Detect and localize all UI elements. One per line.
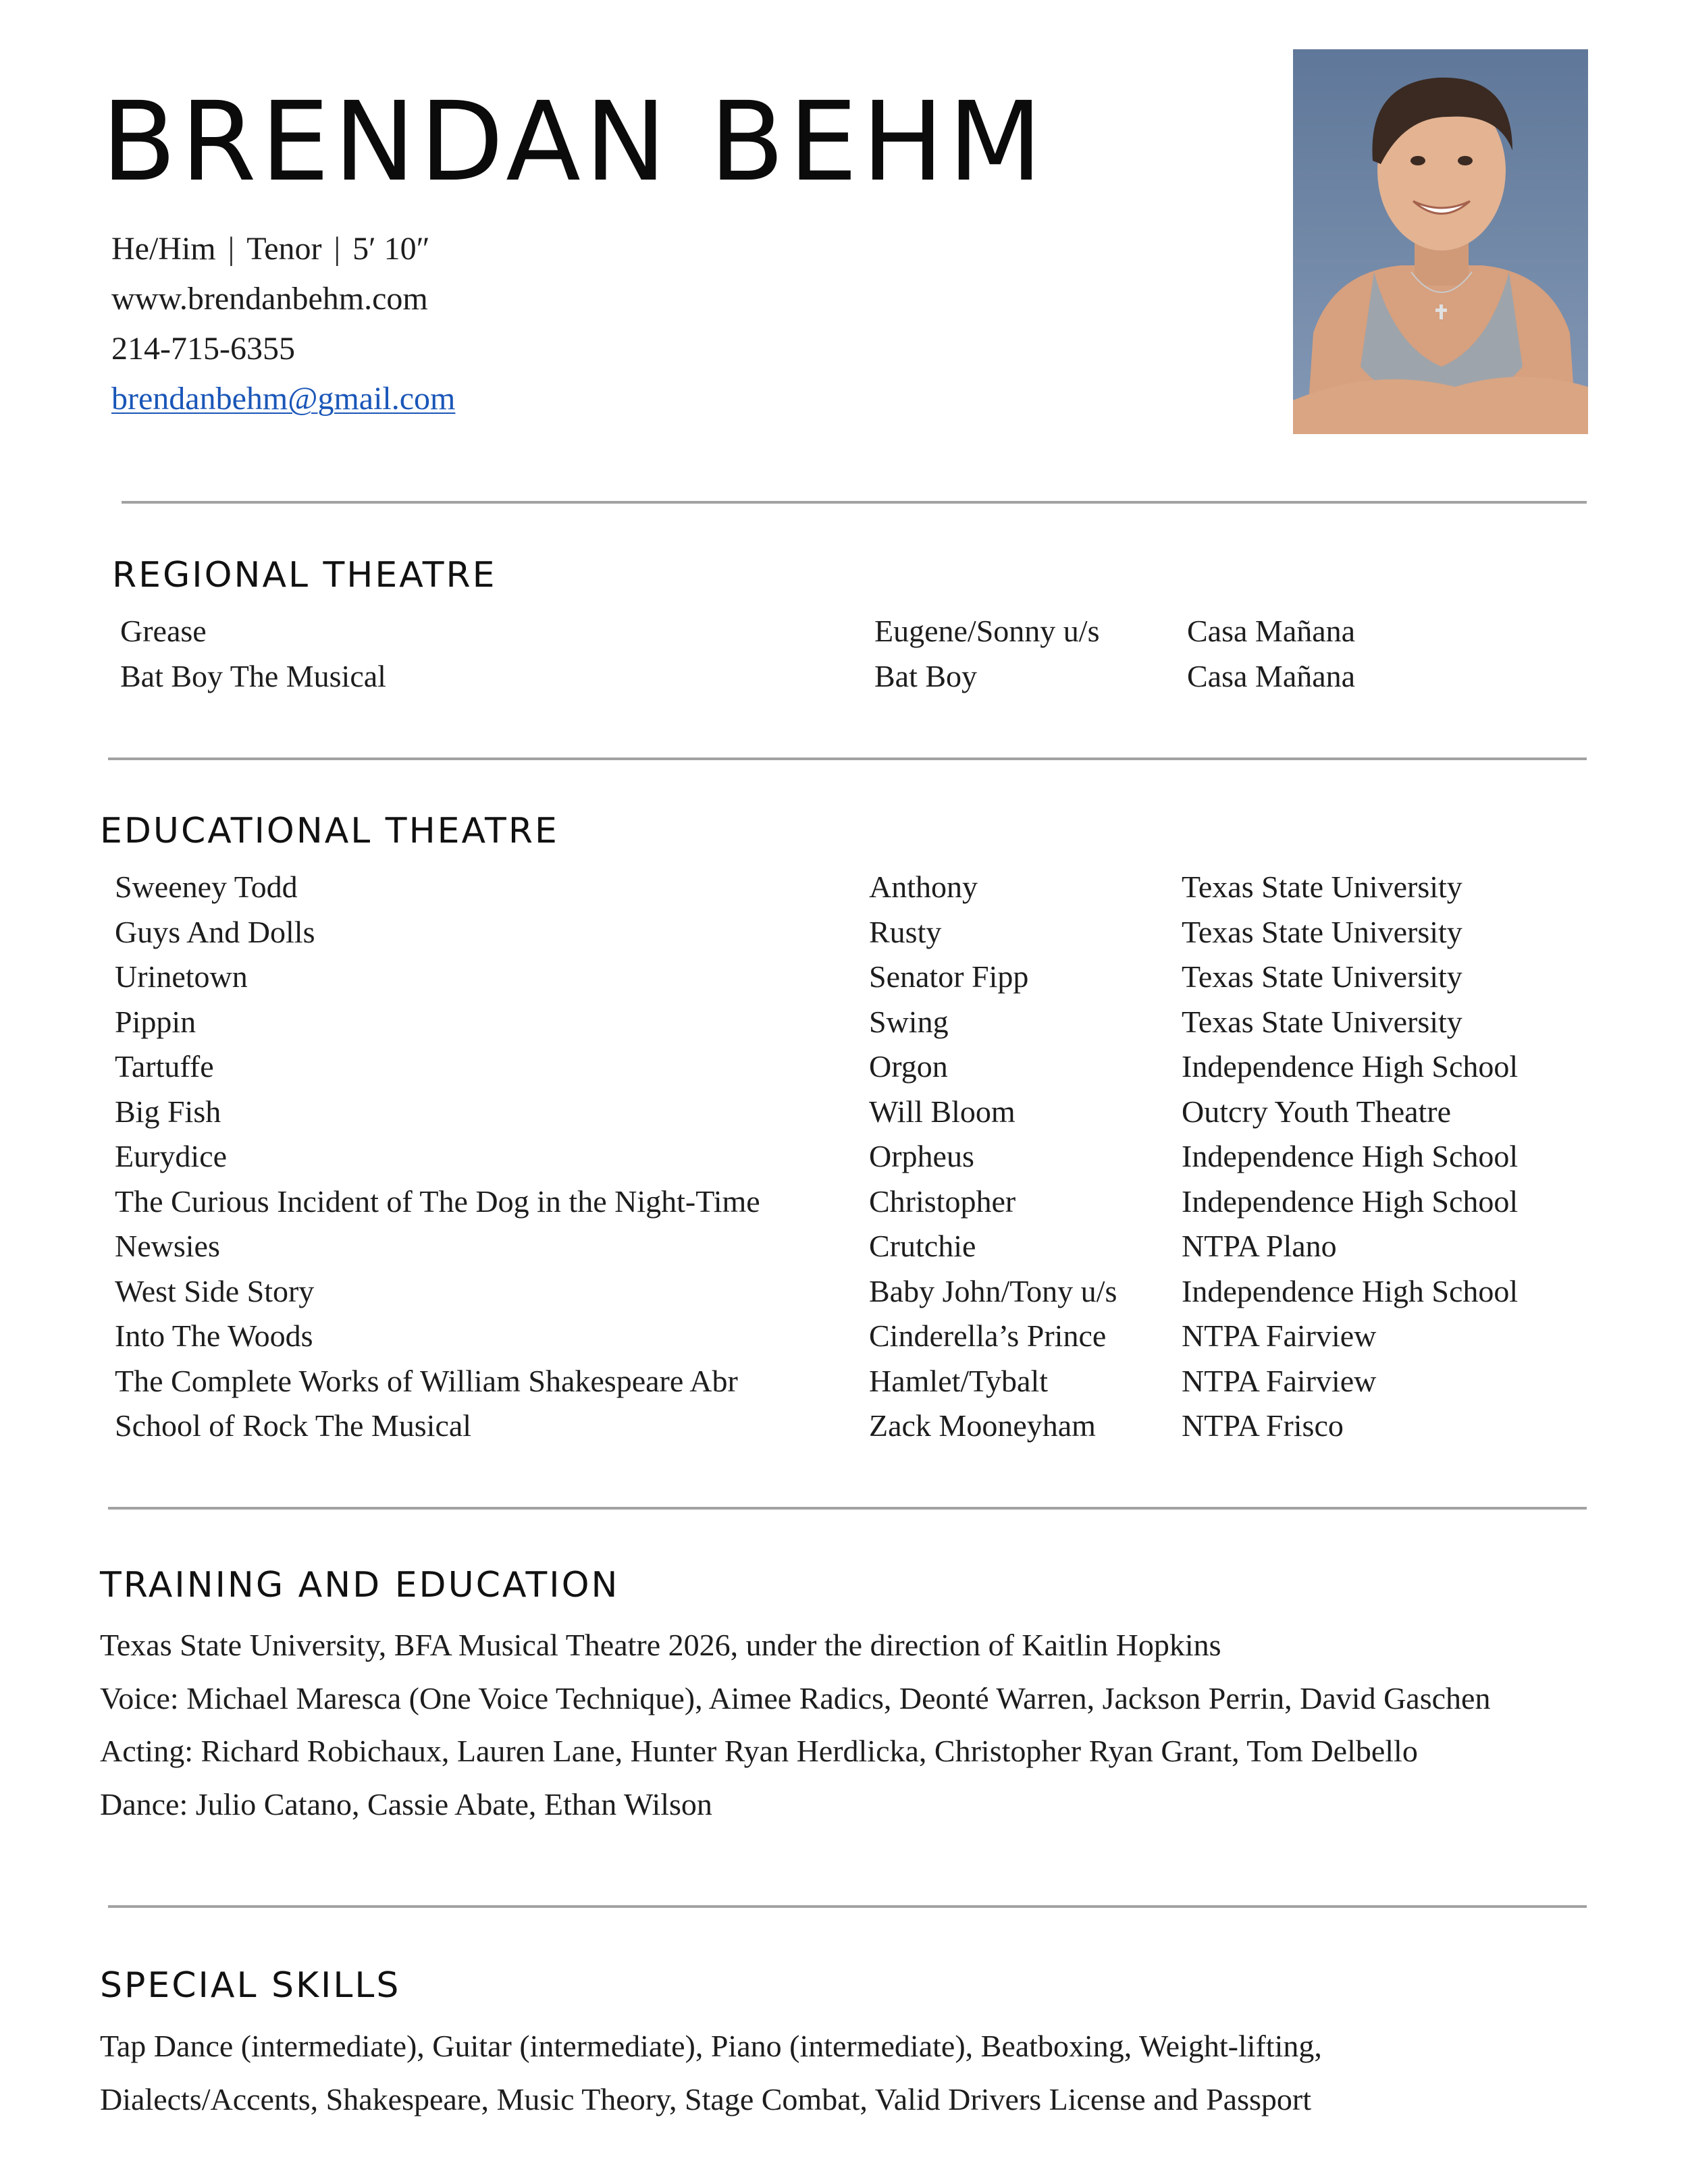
- credit-venue: NTPA Plano: [1182, 1229, 1337, 1263]
- credit-show: Into The Woods: [115, 1319, 313, 1353]
- vitals-line: [111, 224, 455, 274]
- skills-line: Dialects/Accents, Shakespeare, Music Theory, Stage Combat, Valid Drivers License and Passport: [100, 2081, 1311, 2116]
- section-title-educational: EDUCATIONAL THEATRE: [100, 811, 559, 851]
- credit-venue: Independence High School: [1182, 1273, 1519, 1308]
- credit-show: Sweeney Todd: [115, 870, 298, 904]
- credit-show: School of Rock The Musical: [115, 1408, 472, 1443]
- separator: |: [228, 231, 235, 267]
- credit-venue: NTPA Fairview: [1182, 1319, 1377, 1353]
- credit-role: Orgon: [869, 1049, 948, 1084]
- credit-role: Rusty: [869, 914, 942, 949]
- section-title-training: TRAINING AND EDUCATION: [100, 1565, 620, 1605]
- headshot-photo: [1293, 49, 1588, 434]
- credit-show: Grease: [120, 614, 207, 648]
- phone-number: 214-715-6355: [111, 331, 295, 367]
- credit-show: West Side Story: [115, 1273, 315, 1308]
- credit-venue: Outcry Youth Theatre: [1182, 1094, 1452, 1129]
- credit-show: Bat Boy The Musical: [120, 658, 386, 693]
- credit-show: Newsies: [115, 1229, 220, 1263]
- contact-block: [111, 224, 455, 424]
- pronouns: He/Him: [111, 231, 216, 267]
- performer-name: BRENDAN BEHM: [101, 79, 1047, 206]
- credit-role: Swing: [869, 1004, 949, 1039]
- section-title-regional: REGIONAL THEATRE: [112, 555, 497, 595]
- email-link[interactable]: brendanbehm@gmail.com: [111, 381, 456, 417]
- credit-role: Will Bloom: [869, 1094, 1016, 1129]
- credit-venue: Texas State University: [1182, 1004, 1462, 1039]
- credit-show: Urinetown: [115, 959, 248, 994]
- credit-show: Guys And Dolls: [115, 914, 315, 949]
- section-title-skills: SPECIAL SKILLS: [100, 1965, 401, 2006]
- separator: |: [334, 231, 341, 267]
- skills-list: [100, 2020, 1322, 2126]
- divider: [108, 1905, 1587, 1908]
- credit-role: Crutchie: [869, 1229, 976, 1263]
- credit-role: Senator Fipp: [869, 959, 1029, 994]
- divider: [108, 1507, 1587, 1510]
- height: 5′ 10″: [352, 231, 430, 267]
- credit-venue: NTPA Fairview: [1182, 1363, 1377, 1398]
- training-line: Texas State University, BFA Musical Theatre 2026, under the direction of Kaitlin Hopkins: [100, 1628, 1221, 1662]
- credit-venue: Casa Mañana: [1187, 658, 1356, 693]
- skills-line: Tap Dance (intermediate), Guitar (intermediate), Piano (intermediate), Beatboxing, Weight-lifting,: [100, 2029, 1322, 2063]
- credit-venue: Texas State University: [1182, 959, 1462, 994]
- credit-show: Pippin: [115, 1004, 196, 1039]
- credit-show: Tartuffe: [115, 1049, 214, 1084]
- credit-role: Christopher: [869, 1183, 1016, 1219]
- credit-role: Cinderella’s Prince: [869, 1319, 1107, 1353]
- credit-show: The Complete Works of William Shakespeare Abr: [115, 1363, 738, 1398]
- divider: [108, 757, 1587, 760]
- training-line: Dance: Julio Catano, Cassie Abate, Ethan Wilson: [100, 1786, 712, 1821]
- credit-show: Big Fish: [115, 1094, 221, 1129]
- credit-venue: Independence High School: [1182, 1049, 1519, 1084]
- credit-venue: Independence High School: [1182, 1183, 1519, 1219]
- credit-role: Orpheus: [869, 1139, 974, 1173]
- credit-role: Hamlet/Tybalt: [869, 1363, 1049, 1398]
- training-line: Voice: Michael Maresca (One Voice Technique), Aimee Radics, Deonté Warren, Jackson Perrin, David Gaschen: [100, 1680, 1491, 1715]
- credit-role: Baby John/Tony u/s: [869, 1273, 1117, 1308]
- divider: [122, 501, 1587, 504]
- training-list: [100, 1619, 1490, 1831]
- credit-role: Anthony: [869, 870, 978, 904]
- credit-venue: Independence High School: [1182, 1139, 1519, 1173]
- credit-venue: Casa Mañana: [1187, 614, 1356, 648]
- credit-venue: Texas State University: [1182, 870, 1462, 904]
- website[interactable]: www.brendanbehm.com: [111, 281, 428, 317]
- credit-role: Eugene/Sonny u/s: [874, 614, 1100, 648]
- training-line: Acting: Richard Robichaux, Lauren Lane, Hunter Ryan Herdlicka, Christopher Ryan Grant, Tom Delbello: [100, 1734, 1418, 1768]
- voice-type: Tenor: [246, 231, 322, 267]
- credit-show: Eurydice: [115, 1139, 228, 1173]
- credit-venue: Texas State University: [1182, 914, 1462, 949]
- credit-show: The Curious Incident of The Dog in the Night-Time: [115, 1183, 760, 1219]
- credit-role: Zack Mooneyham: [869, 1408, 1096, 1443]
- credit-venue: NTPA Frisco: [1182, 1408, 1344, 1443]
- credit-role: Bat Boy: [874, 658, 978, 693]
